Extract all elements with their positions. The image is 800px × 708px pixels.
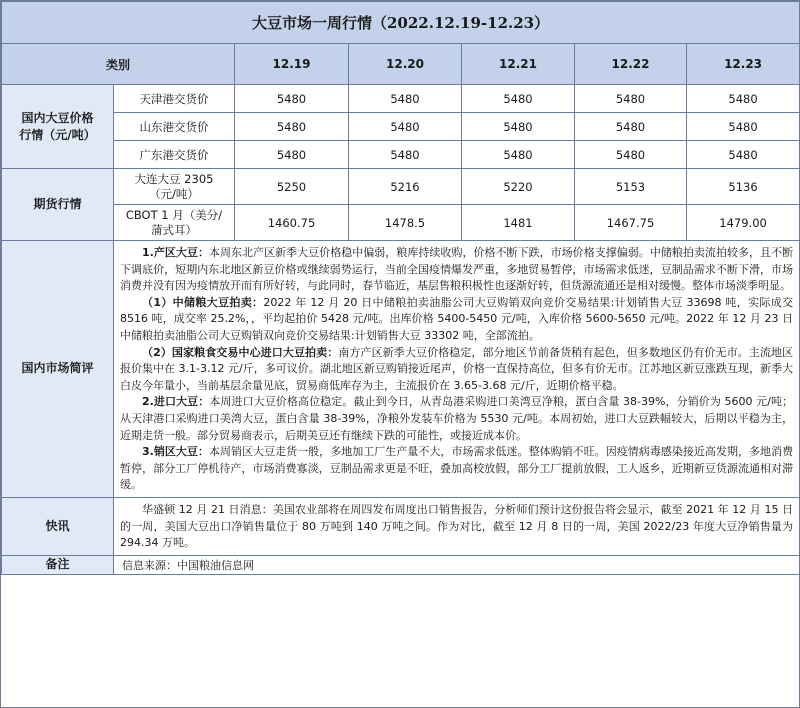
- commentary-label: 国内市场简评: [2, 241, 114, 498]
- commentary-paragraph: [120, 394, 793, 444]
- news-label: 快讯: [2, 497, 114, 555]
- price-cell: 5480: [687, 113, 800, 141]
- price-cell: 5480: [462, 113, 575, 141]
- paragraph-heading: （1）中储粮大豆拍卖：: [142, 295, 264, 309]
- price-cell: 5480: [462, 85, 575, 113]
- commentary-paragraph: [120, 295, 793, 345]
- date-header: 12.19: [235, 44, 349, 85]
- row-name: 山东港交货价: [114, 113, 235, 141]
- table-row: [2, 205, 800, 241]
- paragraph-heading: 1.产区大豆：: [142, 246, 209, 259]
- note-text: 信息来源：中国粮油信息网: [114, 555, 800, 574]
- price-cell: 5250: [235, 169, 349, 205]
- row-name: 广东港交货价: [114, 141, 235, 169]
- commentary-body: [114, 241, 800, 498]
- date-header: 12.21: [462, 44, 575, 85]
- note-row: [2, 555, 800, 574]
- table-row: [2, 169, 800, 205]
- price-cell: 5220: [462, 169, 575, 205]
- row-name: CBOT 1 月（美分/蒲式耳）: [114, 205, 235, 241]
- commentary-paragraph: [120, 245, 793, 295]
- paragraph-text: 2022 年 12 月 20 日中储粮拍卖油脂公司大豆购销双向竞价交易结果:计划销售大豆 33698 吨，实际成交 8516 吨，成交率 25.2%，，平均起拍价 5428 元/吨。出库价格 5400-5450 元/吨，入库价格 5600-5650 元/吨。2022 年 12 月 23 日中储粮拍卖油脂公司大豆购销双向竞价交易结果:计划销售大豆 33302 吨，全部流拍。: [120, 295, 794, 342]
- commentary-row: [2, 241, 800, 498]
- price-cell: 5480: [462, 141, 575, 169]
- price-cell: 5480: [235, 85, 349, 113]
- domestic-price-label: 国内大豆价格行情（元/吨）: [2, 85, 114, 169]
- soybean-weekly-table: [1, 1, 800, 575]
- price-cell: 1478.5: [349, 205, 462, 241]
- commentary-paragraph: [120, 444, 793, 494]
- news-text: 华盛顿 12 月 21 日消息：美国农业部将在周四发布周度出口销售报告，分析师们预计这份报告将会显示，截至 2021 年 12 月 15 日的一周，美国大豆出口净销售量位于 80 万吨到 140 万吨之间。作为对比，截至 12 月 8 日的一周，美国 2022/23 年度大豆净销售量为 294.34 万吨。: [120, 502, 794, 550]
- price-cell: 5480: [687, 141, 800, 169]
- price-cell: 5480: [687, 85, 800, 113]
- price-cell: 1460.75: [235, 205, 349, 241]
- paragraph-heading: 2.进口大豆：: [142, 395, 210, 409]
- price-cell: 1467.75: [575, 205, 687, 241]
- news-row: [2, 497, 800, 555]
- price-cell: 1481: [462, 205, 575, 241]
- date-header: 12.20: [349, 44, 462, 85]
- header-row: [2, 44, 800, 85]
- futures-label: 期货行情: [2, 169, 114, 241]
- paragraph-heading: 3.销区大豆：: [142, 445, 209, 459]
- price-cell: 5480: [235, 141, 349, 169]
- paragraph-text: 本周销区大豆走货一般，多地加工厂生产量不大，市场需求低迷。整体购销不旺。因疫情病毒感染接近高发期，多地消费暂停，部分工厂停机待产，市场消费寡淡，豆制品需求更是不旺，叠加高校放假，部分工厂提前放假，工人返乡，近期新豆货源流通相对滞缓。: [120, 445, 794, 492]
- price-cell: 5480: [349, 141, 462, 169]
- price-cell: 5480: [575, 141, 687, 169]
- price-cell: 5153: [575, 169, 687, 205]
- date-header: 12.22: [575, 44, 687, 85]
- table-row: [2, 85, 800, 113]
- row-name: 大连大豆 2305（元/吨）: [114, 169, 235, 205]
- date-header: 12.23: [687, 44, 800, 85]
- price-cell: 5216: [349, 169, 462, 205]
- price-cell: 5480: [575, 113, 687, 141]
- note-label: 备注: [2, 555, 114, 574]
- price-cell: 1479.00: [687, 205, 800, 241]
- news-body: [114, 497, 800, 555]
- price-cell: 5480: [349, 85, 462, 113]
- paragraph-heading: （2）国家粮食交易中心进口大豆拍卖：: [142, 345, 339, 359]
- paragraph-text: 本周东北产区新季大豆价格稳中偏弱，粮库持续收购，价格不断下跌，市场价格支撑偏弱。中储粮拍卖流拍较多，且不断下调底价，短期内东北地区新豆价格或继续弱势运行，当前全国疫情爆发严重，多地贸易暂停，市场需求低迷，豆制品需求不断下滑，市场消费并没有因为疫情放开而有所好转，与此同时，春节临近，基层售粮积极性也逐渐好转，但货源流通还是相对缓慢。整体市场淡季明显。: [120, 246, 794, 293]
- price-cell: 5480: [575, 85, 687, 113]
- row-name: 天津港交货价: [114, 85, 235, 113]
- commentary-paragraph: [120, 345, 793, 395]
- report-title: 大豆市场一周行情（2022.12.19-12.23）: [2, 2, 800, 44]
- paragraph-text: 南方产区新季大豆价格稳定，部分地区节前备货稍有起色，但多数地区仍有价无市。主流地区报价集中在 3.1-3.12 元/斤，多可议价。湖北地区新豆购销接近尾声，价格一直保持高位，但多有价无市。江苏地区新豆涨跌互现，新季大白皮今年量小，当前基层余量见底，贸易商低库存为主，主流报价在 3.65-3.68 元/斤，近期价格平稳。: [120, 345, 794, 392]
- price-cell: 5480: [235, 113, 349, 141]
- price-cell: 5136: [687, 169, 800, 205]
- price-cell: 5480: [349, 113, 462, 141]
- table-row: [2, 141, 800, 169]
- table-row: [2, 113, 800, 141]
- paragraph-text: 本周进口大豆价格高位稳定。截止到今日，从青岛港采购进口美湾豆净粮，蛋白含量 38-39%，分销价为 5600 元/吨；从天津港口采购进口美湾大豆，蛋白含量 38-39%，净粮外发装车价格为 5530 元/吨。本周初始，进口大豆跌幅较大，后期以平稳为主，近期走货一般。部分贸易商表示，后期美豆还有继续下跌的可能性，或接近成本价。: [120, 395, 794, 442]
- category-header: 类别: [2, 44, 235, 85]
